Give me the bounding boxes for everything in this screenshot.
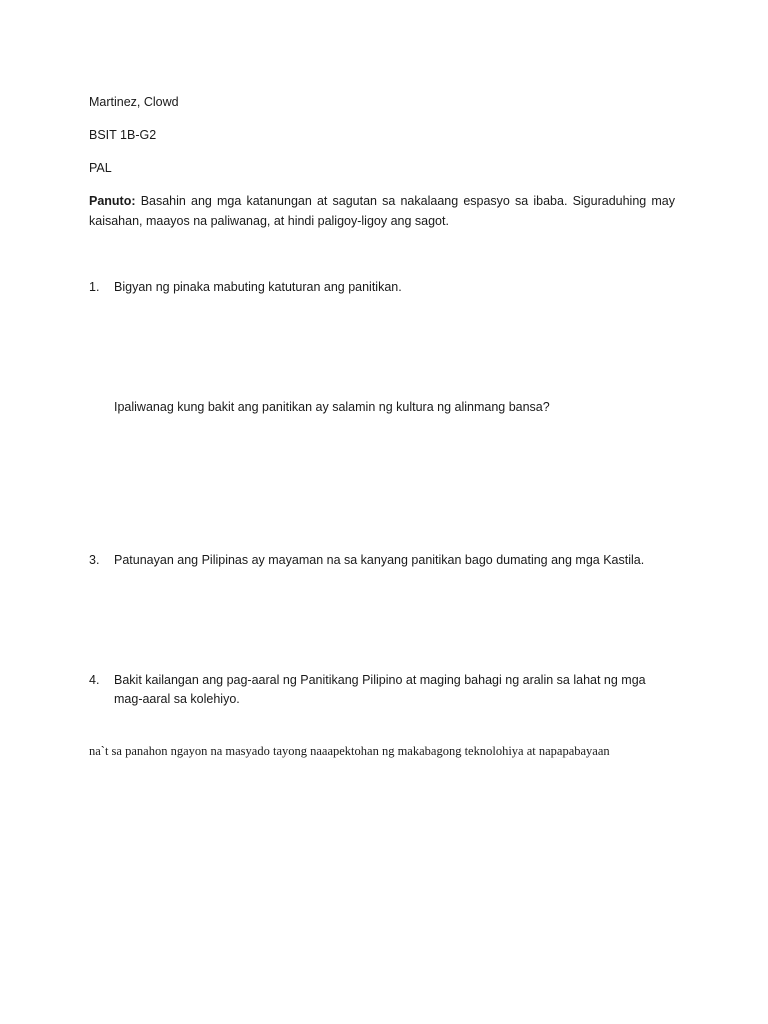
answer-fragment: na`t sa panahon ngayon na masyado tayong naaapektohan ng makabagong teknolohiya at napapabayaan (89, 744, 610, 758)
question-text: Ipaliwanag kung bakit ang panitikan ay salamin ng kultura ng alinmang bansa? (114, 400, 550, 414)
instructions-text: Basahin ang mga katanungan at sagutan sa nakalaang espasyo sa ibaba. Siguraduhing may kaisahan, maayos na paliwanag, at hindi paligoy-ligoy ang sagot. (89, 194, 675, 228)
question-text: Bigyan ng pinaka mabuting katuturan ang panitikan. (114, 280, 402, 294)
question-number: 4. (89, 673, 100, 687)
student-name: Martinez, Clowd (89, 95, 179, 109)
question-text: Patunayan ang Pilipinas ay mayaman na sa kanyang panitikan bago dumating ang mga Kastila. (114, 553, 645, 567)
question-text: Bakit kailangan ang pag-aaral ng Panitikang Pilipino at maging bahagi ng aralin sa lahat ng mga mag-aaral sa kolehiyo. (114, 673, 646, 706)
question-number: 3. (89, 553, 100, 567)
subject-code: PAL (89, 161, 112, 175)
instructions-paragraph (89, 191, 675, 231)
instructions-label: Panuto: (89, 194, 136, 208)
question-number: 1. (89, 280, 100, 294)
student-section: BSIT 1B-G2 (89, 128, 157, 142)
